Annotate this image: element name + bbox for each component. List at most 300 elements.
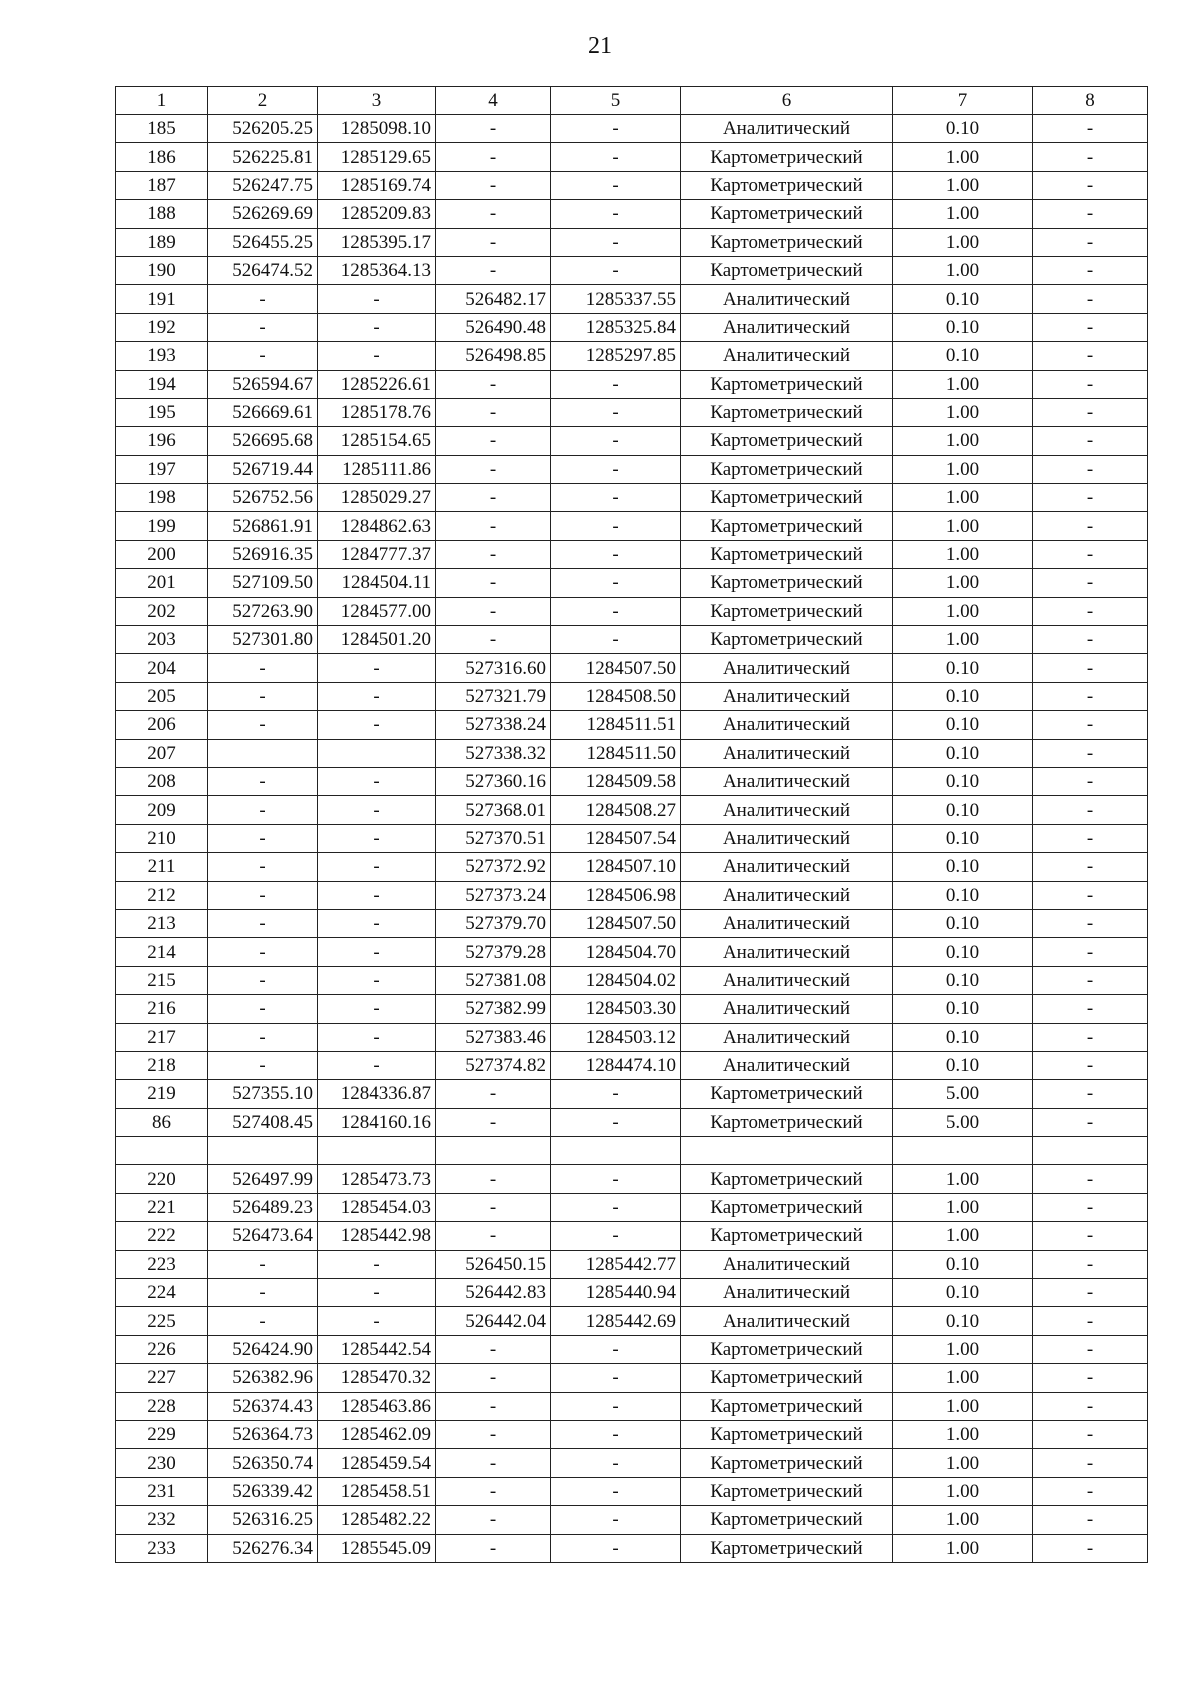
cell-accuracy: 0.10 bbox=[893, 824, 1033, 852]
cell-note: - bbox=[1033, 909, 1148, 937]
cell-method: Картометрический bbox=[681, 1193, 893, 1221]
column-header: 7 bbox=[893, 87, 1033, 115]
table-row bbox=[116, 115, 1148, 143]
cell-x-coord-new: - bbox=[436, 1449, 551, 1477]
table-row bbox=[116, 1477, 1148, 1505]
table-row bbox=[116, 739, 1148, 767]
cell-method: Аналитический bbox=[681, 853, 893, 881]
cell-x-coord-new: - bbox=[436, 540, 551, 568]
table-row bbox=[116, 1534, 1148, 1562]
table-row bbox=[116, 1392, 1148, 1420]
cell-accuracy: 0.10 bbox=[893, 966, 1033, 994]
cell-accuracy: 1.00 bbox=[893, 1392, 1033, 1420]
cell-point-number: 222 bbox=[116, 1222, 208, 1250]
cell-y-coord-old: 1284336.87 bbox=[318, 1080, 436, 1108]
cell-note: - bbox=[1033, 1250, 1148, 1278]
cell-y-coord-old: - bbox=[318, 1023, 436, 1051]
cell-y-coord-new: - bbox=[551, 200, 681, 228]
cell-accuracy: 1.00 bbox=[893, 171, 1033, 199]
cell-x-coord-new: - bbox=[436, 1080, 551, 1108]
column-header: 1 bbox=[116, 87, 208, 115]
cell-y-coord-old: 1285458.51 bbox=[318, 1477, 436, 1505]
cell-y-coord-old: - bbox=[318, 285, 436, 313]
cell-method: Картометрический bbox=[681, 1335, 893, 1363]
cell-y-coord-new: - bbox=[551, 1364, 681, 1392]
cell-x-coord-old: 527109.50 bbox=[208, 569, 318, 597]
cell-note: - bbox=[1033, 569, 1148, 597]
cell-method: Картометрический bbox=[681, 228, 893, 256]
table-row bbox=[116, 824, 1148, 852]
cell-point-number: 192 bbox=[116, 313, 208, 341]
cell-y-coord-old: 1285364.13 bbox=[318, 256, 436, 284]
cell-x-coord-old: 526276.34 bbox=[208, 1534, 318, 1562]
cell-y-coord-new: 1284504.02 bbox=[551, 966, 681, 994]
cell-y-coord-old: 1284504.11 bbox=[318, 569, 436, 597]
table-row bbox=[116, 1279, 1148, 1307]
cell-accuracy: 0.10 bbox=[893, 853, 1033, 881]
cell-x-coord-old: - bbox=[208, 909, 318, 937]
cell-y-coord-new: - bbox=[551, 512, 681, 540]
cell-note: - bbox=[1033, 626, 1148, 654]
column-header: 6 bbox=[681, 87, 893, 115]
cell-y-coord-new: 1284507.50 bbox=[551, 654, 681, 682]
cell-accuracy: 1.00 bbox=[893, 626, 1033, 654]
cell-method: Картометрический bbox=[681, 256, 893, 284]
cell-point-number: 191 bbox=[116, 285, 208, 313]
cell-x-coord-old: 527408.45 bbox=[208, 1108, 318, 1136]
cell-y-coord-old: 1285395.17 bbox=[318, 228, 436, 256]
cell-x-coord-new: - bbox=[436, 115, 551, 143]
cell-x-coord-old: 526247.75 bbox=[208, 171, 318, 199]
cell-method: Картометрический bbox=[681, 1364, 893, 1392]
cell-note: - bbox=[1033, 342, 1148, 370]
table-row bbox=[116, 853, 1148, 881]
cell-x-coord-old: 526752.56 bbox=[208, 484, 318, 512]
cell-point-number: 214 bbox=[116, 938, 208, 966]
cell-x-coord-new: - bbox=[436, 1165, 551, 1193]
cell-x-coord-new bbox=[436, 1137, 551, 1165]
cell-y-coord-new: 1284474.10 bbox=[551, 1051, 681, 1079]
cell-x-coord-new: 526442.04 bbox=[436, 1307, 551, 1335]
cell-method: Картометрический bbox=[681, 1080, 893, 1108]
cell-accuracy: 0.10 bbox=[893, 938, 1033, 966]
cell-y-coord-old: - bbox=[318, 711, 436, 739]
cell-x-coord-old: 526474.52 bbox=[208, 256, 318, 284]
cell-y-coord-old: 1284777.37 bbox=[318, 540, 436, 568]
table-row bbox=[116, 256, 1148, 284]
cell-y-coord-old bbox=[318, 739, 436, 767]
table-row bbox=[116, 995, 1148, 1023]
cell-y-coord-old: - bbox=[318, 313, 436, 341]
cell-point-number: 217 bbox=[116, 1023, 208, 1051]
cell-x-coord-new: 527321.79 bbox=[436, 682, 551, 710]
cell-point-number: 201 bbox=[116, 569, 208, 597]
cell-point-number: 210 bbox=[116, 824, 208, 852]
cell-note: - bbox=[1033, 682, 1148, 710]
cell-x-coord-new: - bbox=[436, 512, 551, 540]
cell-note: - bbox=[1033, 1392, 1148, 1420]
cell-x-coord-new: - bbox=[436, 370, 551, 398]
cell-note: - bbox=[1033, 1506, 1148, 1534]
cell-x-coord-new: - bbox=[436, 1335, 551, 1363]
cell-method: Картометрический bbox=[681, 1449, 893, 1477]
table-body bbox=[116, 87, 1148, 1563]
cell-method: Аналитический bbox=[681, 1051, 893, 1079]
cell-method: Аналитический bbox=[681, 767, 893, 795]
cell-y-coord-old: - bbox=[318, 824, 436, 852]
cell-x-coord-new: 527374.82 bbox=[436, 1051, 551, 1079]
cell-y-coord-new: - bbox=[551, 370, 681, 398]
cell-point-number: 220 bbox=[116, 1165, 208, 1193]
table-row bbox=[116, 909, 1148, 937]
table-row bbox=[116, 313, 1148, 341]
cell-x-coord-old: - bbox=[208, 1250, 318, 1278]
cell-note: - bbox=[1033, 796, 1148, 824]
cell-accuracy: 5.00 bbox=[893, 1080, 1033, 1108]
cell-accuracy: 0.10 bbox=[893, 115, 1033, 143]
cell-point-number bbox=[116, 1137, 208, 1165]
cell-note: - bbox=[1033, 285, 1148, 313]
cell-y-coord-old: 1285545.09 bbox=[318, 1534, 436, 1562]
table-row bbox=[116, 1193, 1148, 1221]
cell-accuracy: 0.10 bbox=[893, 767, 1033, 795]
cell-x-coord-new: - bbox=[436, 256, 551, 284]
cell-y-coord-new: 1285440.94 bbox=[551, 1279, 681, 1307]
table-row bbox=[116, 540, 1148, 568]
cell-y-coord-new: - bbox=[551, 1420, 681, 1448]
cell-note: - bbox=[1033, 1364, 1148, 1392]
cell-y-coord-old: 1284160.16 bbox=[318, 1108, 436, 1136]
cell-note: - bbox=[1033, 512, 1148, 540]
cell-accuracy: 0.10 bbox=[893, 909, 1033, 937]
cell-note: - bbox=[1033, 313, 1148, 341]
cell-x-coord-old: 526424.90 bbox=[208, 1335, 318, 1363]
cell-point-number: 216 bbox=[116, 995, 208, 1023]
cell-point-number: 200 bbox=[116, 540, 208, 568]
cell-note: - bbox=[1033, 938, 1148, 966]
cell-y-coord-new: - bbox=[551, 1449, 681, 1477]
cell-method: Аналитический bbox=[681, 1279, 893, 1307]
cell-method: Картометрический bbox=[681, 398, 893, 426]
cell-note bbox=[1033, 1137, 1148, 1165]
cell-point-number: 205 bbox=[116, 682, 208, 710]
cell-y-coord-old: - bbox=[318, 881, 436, 909]
cell-x-coord-old: - bbox=[208, 881, 318, 909]
cell-accuracy: 1.00 bbox=[893, 1449, 1033, 1477]
cell-y-coord-old: 1285462.09 bbox=[318, 1420, 436, 1448]
cell-point-number: 195 bbox=[116, 398, 208, 426]
cell-x-coord-new: 527382.99 bbox=[436, 995, 551, 1023]
cell-y-coord-new: - bbox=[551, 1108, 681, 1136]
cell-y-coord-new: 1285442.69 bbox=[551, 1307, 681, 1335]
table-row bbox=[116, 1023, 1148, 1051]
cell-accuracy: 1.00 bbox=[893, 1534, 1033, 1562]
cell-accuracy: 1.00 bbox=[893, 512, 1033, 540]
cell-accuracy: 1.00 bbox=[893, 200, 1033, 228]
cell-note: - bbox=[1033, 853, 1148, 881]
cell-x-coord-old: 526205.25 bbox=[208, 115, 318, 143]
cell-point-number: 225 bbox=[116, 1307, 208, 1335]
cell-accuracy: 1.00 bbox=[893, 427, 1033, 455]
cell-point-number: 215 bbox=[116, 966, 208, 994]
cell-note: - bbox=[1033, 1477, 1148, 1505]
cell-y-coord-old: - bbox=[318, 995, 436, 1023]
cell-x-coord-new: - bbox=[436, 1222, 551, 1250]
cell-y-coord-new: - bbox=[551, 1534, 681, 1562]
cell-y-coord-new: - bbox=[551, 143, 681, 171]
cell-method: Картометрический bbox=[681, 569, 893, 597]
cell-method: Картометрический bbox=[681, 1477, 893, 1505]
cell-note: - bbox=[1033, 1051, 1148, 1079]
cell-x-coord-new: - bbox=[436, 569, 551, 597]
cell-y-coord-old: 1285482.22 bbox=[318, 1506, 436, 1534]
cell-x-coord-new: - bbox=[436, 1193, 551, 1221]
cell-note: - bbox=[1033, 711, 1148, 739]
cell-method: Аналитический bbox=[681, 909, 893, 937]
cell-y-coord-new: 1284511.50 bbox=[551, 739, 681, 767]
cell-accuracy: 0.10 bbox=[893, 995, 1033, 1023]
cell-x-coord-old: - bbox=[208, 796, 318, 824]
cell-note: - bbox=[1033, 1335, 1148, 1363]
cell-x-coord-new: 526450.15 bbox=[436, 1250, 551, 1278]
cell-y-coord-new: - bbox=[551, 1477, 681, 1505]
cell-note: - bbox=[1033, 1080, 1148, 1108]
cell-note: - bbox=[1033, 143, 1148, 171]
cell-y-coord-old: 1285442.98 bbox=[318, 1222, 436, 1250]
table-header-row bbox=[116, 87, 1148, 115]
table-row bbox=[116, 654, 1148, 682]
cell-accuracy: 0.10 bbox=[893, 313, 1033, 341]
cell-point-number: 194 bbox=[116, 370, 208, 398]
cell-method: Аналитический bbox=[681, 115, 893, 143]
cell-accuracy: 1.00 bbox=[893, 540, 1033, 568]
cell-point-number: 186 bbox=[116, 143, 208, 171]
cell-y-coord-new: 1285442.77 bbox=[551, 1250, 681, 1278]
cell-method: Картометрический bbox=[681, 1222, 893, 1250]
cell-x-coord-old: 526350.74 bbox=[208, 1449, 318, 1477]
cell-method: Аналитический bbox=[681, 796, 893, 824]
cell-note: - bbox=[1033, 654, 1148, 682]
cell-y-coord-new: 1284508.27 bbox=[551, 796, 681, 824]
cell-point-number: 197 bbox=[116, 455, 208, 483]
table-row bbox=[116, 1165, 1148, 1193]
cell-note: - bbox=[1033, 370, 1148, 398]
cell-point-number: 206 bbox=[116, 711, 208, 739]
table-row bbox=[116, 285, 1148, 313]
cell-x-coord-old: 526594.67 bbox=[208, 370, 318, 398]
cell-y-coord-old: - bbox=[318, 1279, 436, 1307]
cell-x-coord-new: 527379.28 bbox=[436, 938, 551, 966]
cell-x-coord-new: - bbox=[436, 200, 551, 228]
cell-method: Аналитический bbox=[681, 1250, 893, 1278]
cell-x-coord-old: 526225.81 bbox=[208, 143, 318, 171]
cell-point-number: 198 bbox=[116, 484, 208, 512]
cell-y-coord-new: 1284507.54 bbox=[551, 824, 681, 852]
cell-x-coord-old: 526916.35 bbox=[208, 540, 318, 568]
cell-x-coord-new: 526490.48 bbox=[436, 313, 551, 341]
column-header: 3 bbox=[318, 87, 436, 115]
cell-x-coord-new: 526482.17 bbox=[436, 285, 551, 313]
cell-y-coord-old: 1285169.74 bbox=[318, 171, 436, 199]
cell-x-coord-new: 527373.24 bbox=[436, 881, 551, 909]
table-row bbox=[116, 455, 1148, 483]
cell-point-number: 227 bbox=[116, 1364, 208, 1392]
table-row bbox=[116, 1222, 1148, 1250]
cell-point-number: 224 bbox=[116, 1279, 208, 1307]
cell-x-coord-new: - bbox=[436, 1506, 551, 1534]
table-row bbox=[116, 398, 1148, 426]
cell-y-coord-new bbox=[551, 1137, 681, 1165]
cell-note: - bbox=[1033, 966, 1148, 994]
cell-y-coord-old: - bbox=[318, 938, 436, 966]
cell-y-coord-new: - bbox=[551, 256, 681, 284]
cell-x-coord-old bbox=[208, 739, 318, 767]
cell-point-number: 196 bbox=[116, 427, 208, 455]
cell-accuracy: 0.10 bbox=[893, 682, 1033, 710]
cell-y-coord-old: - bbox=[318, 682, 436, 710]
cell-x-coord-old: - bbox=[208, 824, 318, 852]
cell-x-coord-new: 527381.08 bbox=[436, 966, 551, 994]
table-row bbox=[116, 767, 1148, 795]
cell-y-coord-new: - bbox=[551, 1335, 681, 1363]
cell-note: - bbox=[1033, 200, 1148, 228]
cell-accuracy: 1.00 bbox=[893, 569, 1033, 597]
table-row bbox=[116, 1250, 1148, 1278]
table-row bbox=[116, 966, 1148, 994]
cell-note: - bbox=[1033, 1023, 1148, 1051]
cell-point-number: 232 bbox=[116, 1506, 208, 1534]
cell-y-coord-old: - bbox=[318, 909, 436, 937]
cell-point-number: 188 bbox=[116, 200, 208, 228]
cell-accuracy: 1.00 bbox=[893, 1222, 1033, 1250]
cell-note: - bbox=[1033, 115, 1148, 143]
cell-x-coord-old: - bbox=[208, 285, 318, 313]
cell-point-number: 187 bbox=[116, 171, 208, 199]
cell-method: Картометрический bbox=[681, 370, 893, 398]
cell-accuracy: 0.10 bbox=[893, 739, 1033, 767]
cell-note: - bbox=[1033, 1222, 1148, 1250]
cell-y-coord-new: - bbox=[551, 626, 681, 654]
cell-x-coord-new: - bbox=[436, 1364, 551, 1392]
cell-accuracy: 1.00 bbox=[893, 1165, 1033, 1193]
cell-y-coord-old: - bbox=[318, 767, 436, 795]
cell-y-coord-new: 1284511.51 bbox=[551, 711, 681, 739]
table-row bbox=[116, 626, 1148, 654]
cell-accuracy: 0.10 bbox=[893, 1250, 1033, 1278]
cell-accuracy: 0.10 bbox=[893, 654, 1033, 682]
cell-method: Картометрический bbox=[681, 626, 893, 654]
cell-method: Картометрический bbox=[681, 200, 893, 228]
cell-x-coord-new: 527316.60 bbox=[436, 654, 551, 682]
cell-point-number: 229 bbox=[116, 1420, 208, 1448]
cell-note: - bbox=[1033, 1449, 1148, 1477]
cell-x-coord-old: 526669.61 bbox=[208, 398, 318, 426]
cell-accuracy: 1.00 bbox=[893, 455, 1033, 483]
cell-method: Аналитический bbox=[681, 285, 893, 313]
table-row bbox=[116, 370, 1148, 398]
table-row bbox=[116, 228, 1148, 256]
cell-point-number: 207 bbox=[116, 739, 208, 767]
cell-y-coord-old: - bbox=[318, 966, 436, 994]
cell-note: - bbox=[1033, 540, 1148, 568]
cell-x-coord-old: 526339.42 bbox=[208, 1477, 318, 1505]
cell-note: - bbox=[1033, 1420, 1148, 1448]
cell-point-number: 219 bbox=[116, 1080, 208, 1108]
cell-x-coord-old: 526269.69 bbox=[208, 200, 318, 228]
cell-note: - bbox=[1033, 398, 1148, 426]
cell-method: Аналитический bbox=[681, 938, 893, 966]
cell-y-coord-old: - bbox=[318, 1307, 436, 1335]
cell-x-coord-old: 526364.73 bbox=[208, 1420, 318, 1448]
cell-accuracy: 0.10 bbox=[893, 1307, 1033, 1335]
cell-x-coord-new: 527360.16 bbox=[436, 767, 551, 795]
table-row bbox=[116, 711, 1148, 739]
cell-y-coord-new: - bbox=[551, 427, 681, 455]
cell-point-number: 199 bbox=[116, 512, 208, 540]
cell-x-coord-new: 527372.92 bbox=[436, 853, 551, 881]
cell-x-coord-new: - bbox=[436, 1420, 551, 1448]
cell-x-coord-old: 526861.91 bbox=[208, 512, 318, 540]
cell-point-number: 208 bbox=[116, 767, 208, 795]
cell-method: Картометрический bbox=[681, 512, 893, 540]
column-header: 4 bbox=[436, 87, 551, 115]
cell-accuracy bbox=[893, 1137, 1033, 1165]
cell-note: - bbox=[1033, 171, 1148, 199]
cell-x-coord-old: 527301.80 bbox=[208, 626, 318, 654]
cell-y-coord-new: - bbox=[551, 1165, 681, 1193]
table-row bbox=[116, 881, 1148, 909]
cell-accuracy: 0.10 bbox=[893, 1051, 1033, 1079]
table-row bbox=[116, 143, 1148, 171]
cell-accuracy: 5.00 bbox=[893, 1108, 1033, 1136]
cell-x-coord-old: 526382.96 bbox=[208, 1364, 318, 1392]
cell-method: Картометрический bbox=[681, 1392, 893, 1420]
cell-x-coord-old: - bbox=[208, 342, 318, 370]
cell-x-coord-new: - bbox=[436, 143, 551, 171]
cell-y-coord-new: 1285325.84 bbox=[551, 313, 681, 341]
cell-y-coord-old: 1285098.10 bbox=[318, 115, 436, 143]
cell-point-number: 189 bbox=[116, 228, 208, 256]
table-row bbox=[116, 569, 1148, 597]
cell-y-coord-new: - bbox=[551, 1080, 681, 1108]
cell-y-coord-new: - bbox=[551, 1222, 681, 1250]
cell-method: Аналитический bbox=[681, 682, 893, 710]
cell-accuracy: 0.10 bbox=[893, 881, 1033, 909]
cell-method: Картометрический bbox=[681, 143, 893, 171]
cell-x-coord-new: 527368.01 bbox=[436, 796, 551, 824]
cell-x-coord-new: - bbox=[436, 597, 551, 625]
cell-point-number: 228 bbox=[116, 1392, 208, 1420]
table-row bbox=[116, 171, 1148, 199]
cell-x-coord-new: 527338.32 bbox=[436, 739, 551, 767]
column-header: 2 bbox=[208, 87, 318, 115]
cell-note: - bbox=[1033, 256, 1148, 284]
cell-point-number: 231 bbox=[116, 1477, 208, 1505]
cell-y-coord-old: 1285129.65 bbox=[318, 143, 436, 171]
cell-point-number: 209 bbox=[116, 796, 208, 824]
column-header: 5 bbox=[551, 87, 681, 115]
cell-accuracy: 1.00 bbox=[893, 1420, 1033, 1448]
table-row bbox=[116, 512, 1148, 540]
cell-method: Аналитический bbox=[681, 739, 893, 767]
cell-note: - bbox=[1033, 1534, 1148, 1562]
cell-y-coord-old bbox=[318, 1137, 436, 1165]
cell-point-number: 226 bbox=[116, 1335, 208, 1363]
cell-accuracy: 1.00 bbox=[893, 1335, 1033, 1363]
cell-y-coord-new: 1285337.55 bbox=[551, 285, 681, 313]
cell-accuracy: 1.00 bbox=[893, 256, 1033, 284]
cell-x-coord-old: - bbox=[208, 711, 318, 739]
